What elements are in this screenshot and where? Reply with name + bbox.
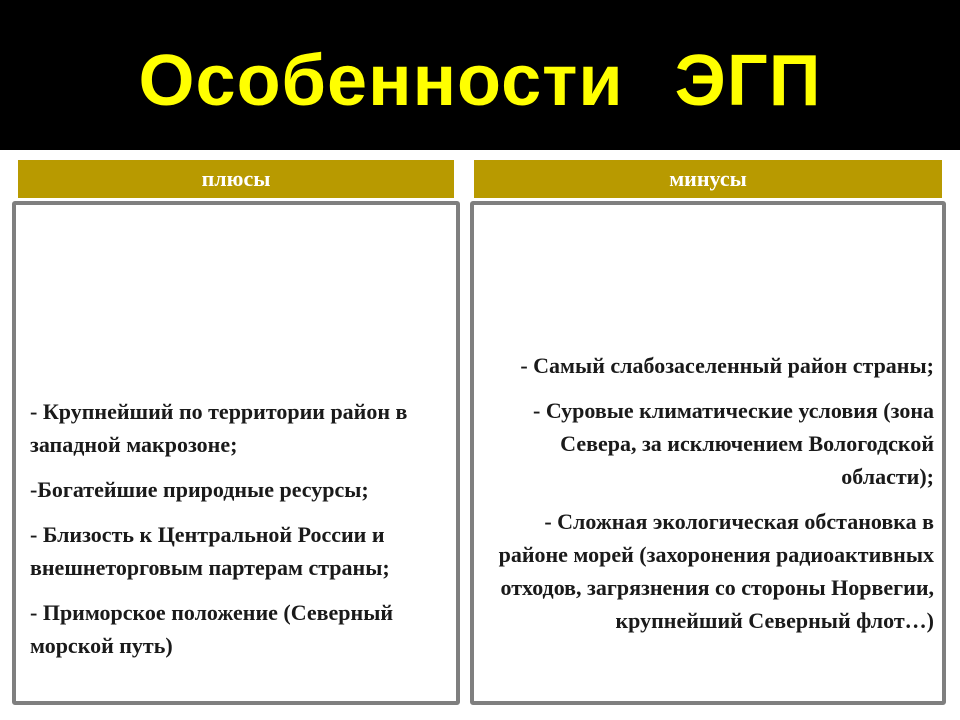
minus-item: - Сложная экологическая обстановка в районе морей (захоронения радиоактивных отходов, загрязнения со стороны Норвегии, крупнейший Северный флот…) bbox=[498, 509, 934, 633]
plus-column-header: плюсы bbox=[18, 160, 454, 198]
minus-box bbox=[470, 201, 946, 705]
minus-item: - Самый слабозаселенный район страны; bbox=[520, 353, 934, 378]
plus-list bbox=[30, 395, 440, 674]
plus-item: - Близость к Центральной России и внешнеторговым партерам страны; bbox=[30, 522, 390, 580]
minus-list bbox=[484, 349, 934, 649]
plus-box bbox=[12, 201, 460, 705]
plus-item: -Богатейшие природные ресурсы; bbox=[30, 477, 369, 502]
slide-title: Особенности ЭГП bbox=[138, 41, 822, 121]
minus-item: - Суровые климатические условия (зона Севера, за исключением Вологодской области); bbox=[533, 398, 934, 489]
minus-column-header: минусы bbox=[474, 160, 942, 198]
title-bar bbox=[0, 0, 960, 150]
plus-item: - Крупнейший по территории район в западной макрозоне; bbox=[30, 399, 408, 457]
plus-item: - Приморское положение (Северный морской путь) bbox=[30, 600, 394, 658]
